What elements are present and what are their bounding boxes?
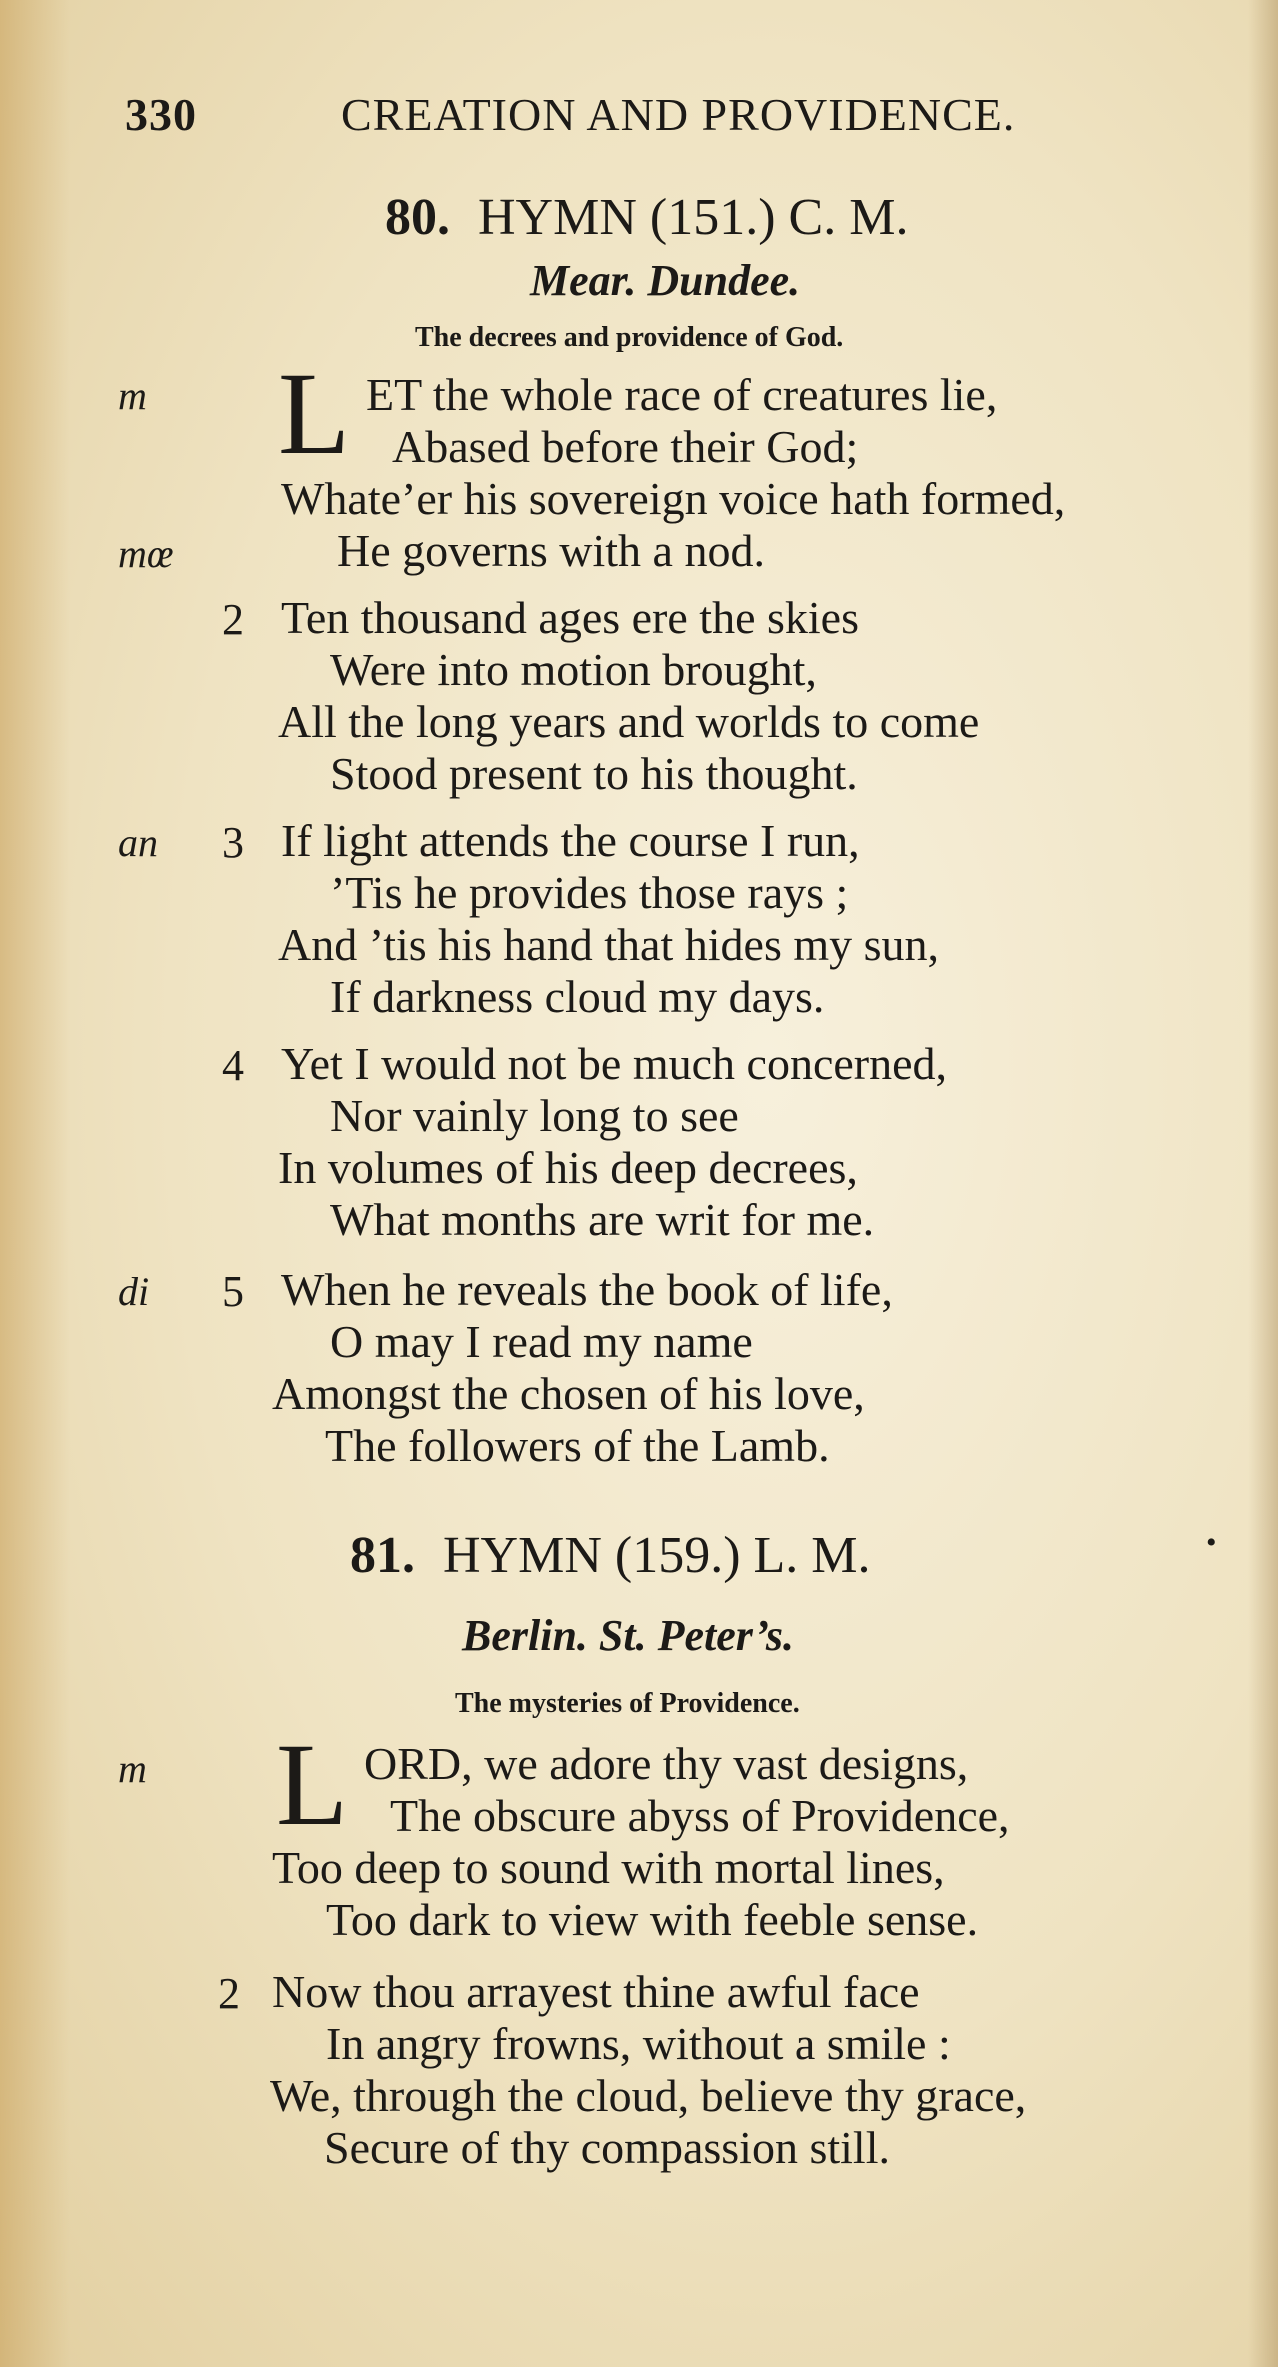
verse-line: Yet I would not be much concerned, (281, 1038, 948, 1089)
hymn-80-title: HYMN (151.) C. M. (478, 189, 909, 246)
hymn-81-title: HYMN (159.) L. M. (443, 1527, 871, 1584)
hymn-81-heading (350, 1526, 871, 1585)
margin-note: an (118, 820, 158, 865)
verse-line: What months are writ for me. (330, 1194, 875, 1245)
margin-note: m (118, 373, 147, 418)
verse-line: Abased before their God; (392, 421, 859, 472)
hymn-81-number: 81. (350, 1527, 415, 1584)
verse-line: When he reveals the book of life, (281, 1264, 893, 1315)
ornament-dot: • (1206, 1526, 1217, 1559)
page-header (125, 88, 1125, 148)
hymn-81-tunes: Berlin. St. Peter’s. (462, 1611, 795, 1660)
verse-line: The obscure abyss of Providence, (390, 1790, 1010, 1841)
verse-line: And ’tis his hand that hides my sun, (278, 919, 940, 970)
verse-line: The followers of the Lamb. (325, 1420, 830, 1471)
hymn-80-tunes: Mear. Dundee. (530, 256, 801, 305)
margin-note: di (118, 1269, 150, 1314)
verse-line: Ten thousand ages ere the skies (281, 592, 859, 643)
verse-line: He governs with a nod. (337, 525, 765, 576)
page-edge-shadow-right (1248, 0, 1278, 2367)
verse-number: 3 (222, 818, 244, 867)
running-title: CREATION AND PROVIDENCE. (341, 89, 1016, 140)
verse-line: Too deep to sound with mortal lines, (272, 1842, 945, 1893)
verse-line: Secure of thy compassion still. (324, 2122, 890, 2173)
verse-line: O may I read my name (330, 1316, 753, 1367)
verse-line: In angry frowns, without a smile : (326, 2018, 951, 2069)
verse-line: Nor vainly long to see (330, 1090, 739, 1141)
verse-number: 4 (222, 1041, 244, 1090)
verse-line: Stood present to his thought. (330, 748, 858, 799)
verse-line: Whate’er his sovereign voice hath formed, (281, 473, 1066, 524)
verse-number: 2 (218, 1969, 240, 2018)
verse-line: If light attends the course I run, (281, 815, 860, 866)
page-number: 330 (125, 89, 197, 140)
verse-line: In volumes of his deep decrees, (278, 1142, 858, 1193)
verse-number: 5 (222, 1267, 244, 1316)
verse-line: Now thou arrayest thine awful face (272, 1966, 920, 2017)
verse-line: ET the whole race of creatures lie, (366, 369, 998, 420)
verse-line: We, through the cloud, believe thy grace, (270, 2070, 1027, 2121)
margin-note: mœ (118, 531, 174, 576)
verse-line: ORD, we adore thy vast designs, (364, 1738, 969, 1789)
verse-line: Too dark to view with feeble sense. (326, 1894, 979, 1945)
margin-note: m (118, 1746, 147, 1791)
page-edge-shadow-left (0, 0, 70, 2367)
verse-line: ’Tis he provides those rays ; (330, 867, 849, 918)
hymn-80-number: 80. (385, 189, 450, 246)
verse-line: If darkness cloud my days. (330, 971, 825, 1022)
hymn-80-subject: The decrees and providence of God. (415, 322, 844, 353)
verse-line: Were into motion brought, (330, 644, 817, 695)
hymn-81-subject: The mysteries of Providence. (455, 1688, 800, 1719)
verse-line: All the long years and worlds to come (278, 696, 980, 747)
verse-line: Amongst the chosen of his love, (272, 1368, 865, 1419)
drop-cap: L (278, 348, 351, 479)
hymn-80-heading (385, 188, 908, 247)
verse-number: 2 (222, 595, 244, 644)
drop-cap: L (276, 1719, 349, 1850)
